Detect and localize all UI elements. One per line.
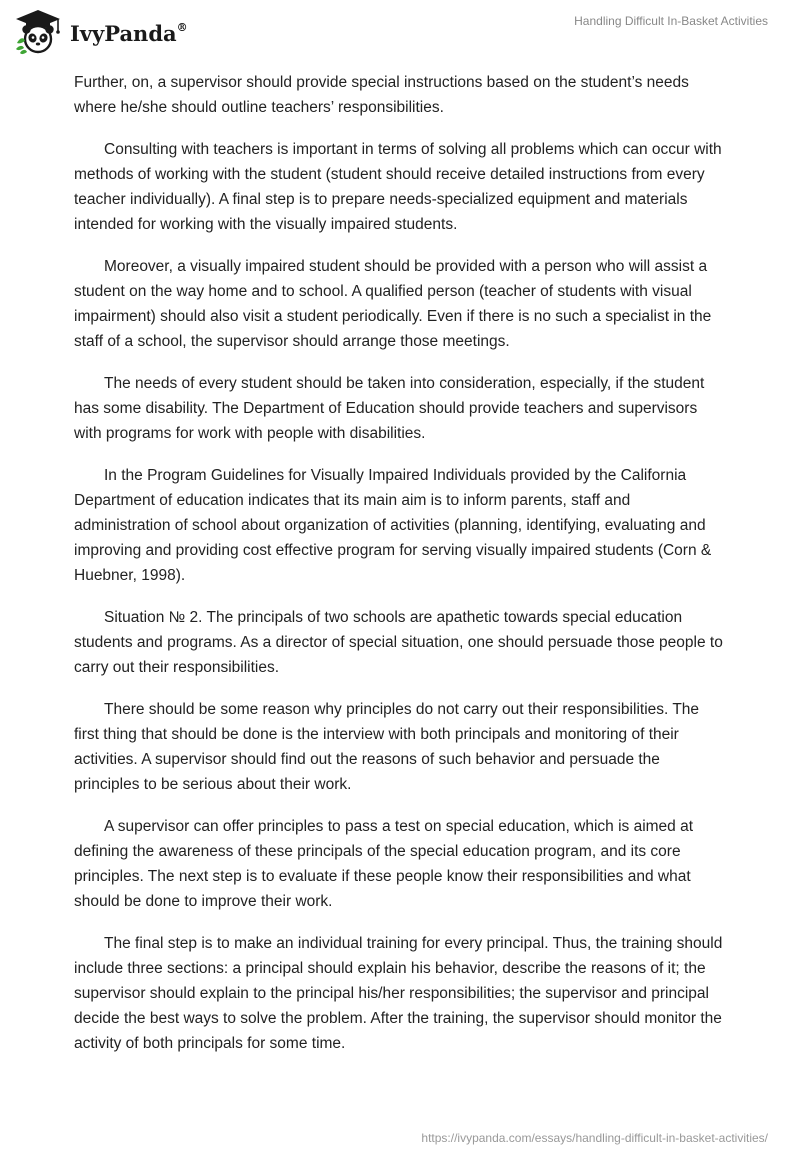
- essay-body: [74, 70, 726, 1073]
- paragraph-7: There should be some reason why principles do not carry out their responsibilities. The first thing that should be done is the interview with both principals and monitoring of their activities. A supervisor should find out the reasons of such behavior and persuade the principles to be serious about their work.: [74, 701, 700, 793]
- ivypanda-logo[interactable]: [14, 8, 188, 56]
- source-url[interactable]: https://ivypanda.com/essays/handling-difficult-in-basket-activities/: [421, 1131, 768, 1145]
- paragraph-4: The needs of every student should be taken into consideration, especially, if the student has some disability. The Department of Education should provide teachers and supervisors with programs for work with people with disabilities.: [74, 375, 705, 442]
- paragraph-3: Moreover, a visually impaired student should be provided with a person who will assist a student on the way home and to school. A qualified person (teacher of students with visual impairment) should also visit a student periodically. Even if there is no such a specialist in the staff of a school, the supervisor should arrange those meetings.: [74, 258, 712, 350]
- paragraph-1: Further, on, a supervisor should provide special instructions based on the student’s needs where he/she should outline teachers’ responsibilities.: [74, 74, 689, 116]
- paragraph-9: The final step is to make an individual training for every principal. Thus, the training should include three sections: a principal should explain his behavior, describe the reasons of it; the supervisor should explain to the principal his/her responsibilities; the supervisor and principal decide the best ways to solve the problem. After the training, the supervisor should monitor the activity of both principals for some time.: [74, 935, 723, 1052]
- paragraph-2: Consulting with teachers is important in terms of solving all problems which can occur with methods of working with the student (student should receive detailed instructions from every teacher individually). A final step is to prepare needs-specialized equipment and materials intended for working with the visually impaired students.: [74, 141, 722, 233]
- registered-mark: ®: [176, 20, 188, 34]
- brand-name: IvyPanda®: [70, 20, 188, 46]
- panda-graduate-icon: [14, 9, 62, 55]
- paragraph-6: Situation № 2. The principals of two schools are apathetic towards special education students and programs. As a director of special situation, one should persuade those people to carry out their responsibilities.: [74, 609, 723, 676]
- page-header: [0, 0, 800, 64]
- paragraph-5: In the Program Guidelines for Visually Impaired Individuals provided by the California Department of education indicates that its main aim is to inform parents, staff and administration of school about organization of activities (planning, identifying, evaluating and improving and providing cost effective program for serving visually impaired students (Corn & Huebner, 1998).: [74, 467, 712, 584]
- document-title: Handling Difficult In-Basket Activities: [574, 14, 768, 28]
- paragraph-8: A supervisor can offer principles to pass a test on special education, which is aimed at defining the awareness of these principals of the special education program, and its core principles. The next step is to evaluate if these people know their responsibilities and what should be done to improve their work.: [74, 818, 694, 910]
